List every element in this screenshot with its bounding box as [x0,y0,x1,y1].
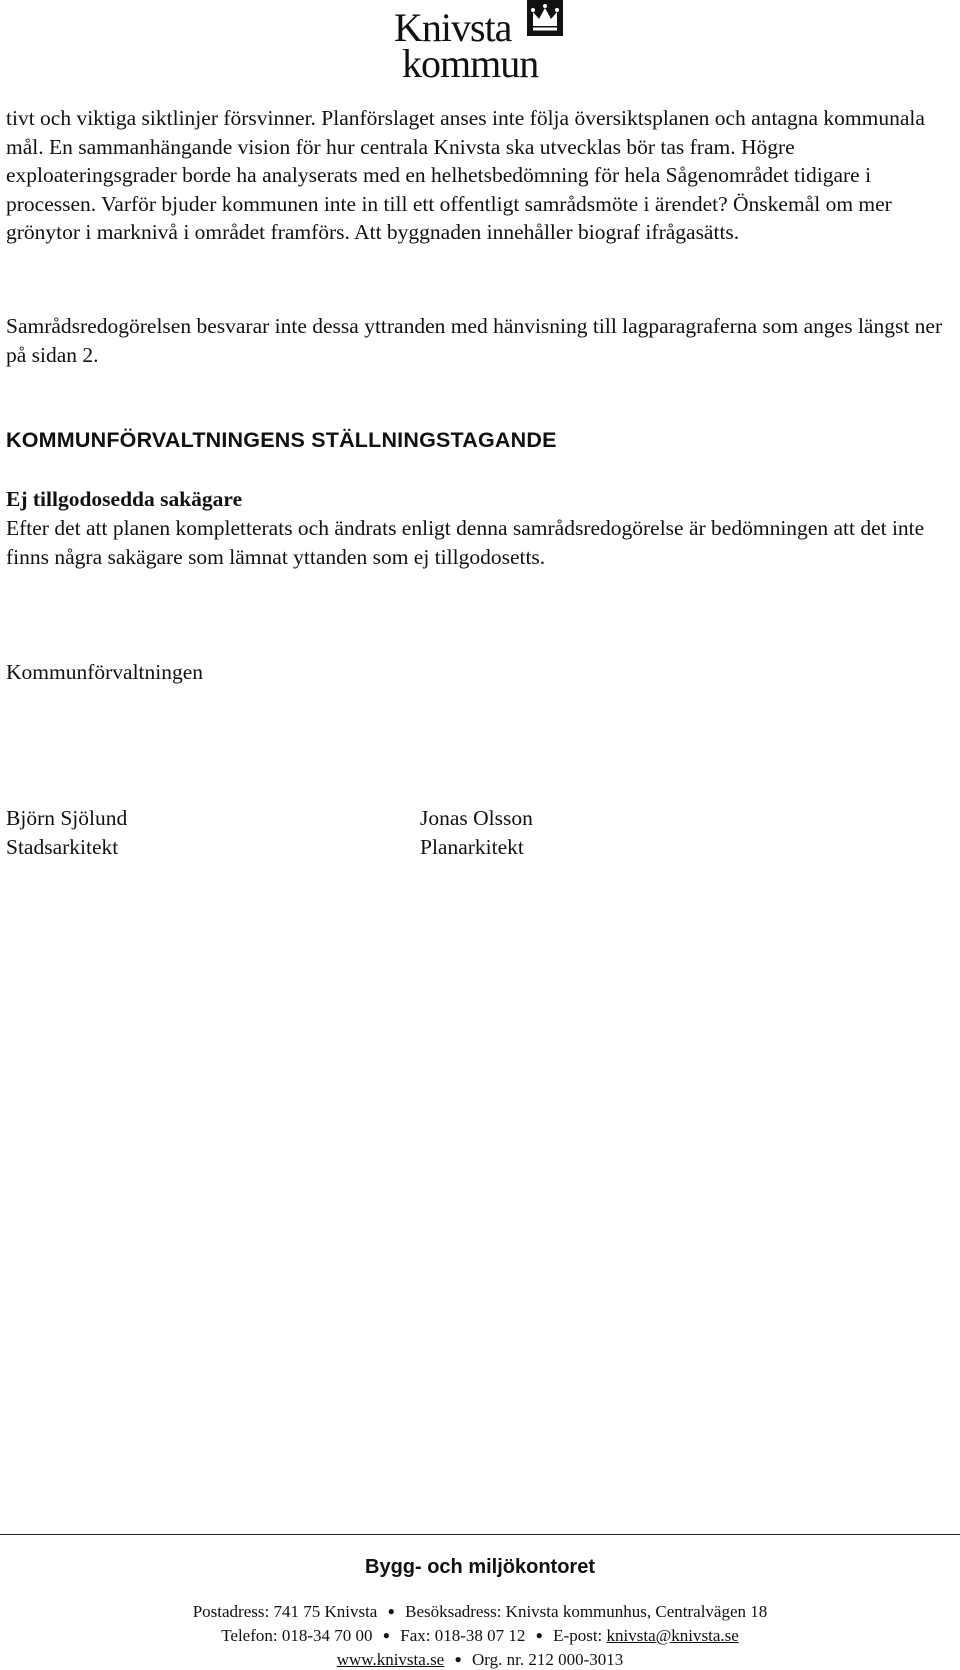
bullet-separator: ● [454,1652,462,1666]
bullet-separator: ● [535,1628,543,1642]
signatory-title: Planarkitekt [420,835,524,859]
paragraph-objections: tivt och viktiga siktlinjer försvinner. Planförslaget anses inte följa översiktsplanen och antagna kommunala mål. En sammanhängande vision för hur centrala Knivsta ska utvecklas bör tas fram. Högre exploateringsgrader borde ha analyserats med en helhetsbedömning för hela Sågenområdet tidigare i processen. Varför bjuder kommunen inte in till ett offentligt samrådsmöte i ärendet? Önskemål om mer grönytor i marknivå i området framförs. Att byggnaden innehåller biograf ifrågasätts. [6,106,925,244]
crown-icon [527,0,563,36]
bullet-separator: ● [387,1604,395,1618]
section-heading: KOMMUNFÖRVALTNINGENS STÄLLNINGSTAGANDE [6,428,557,452]
paragraph-response: Samrådsredogörelsen besvarar inte dessa yttranden med hänvisning till lagparagraferna som anges längst ner på sidan 2. [6,314,943,367]
signatory-name: Jonas Olsson [420,806,533,830]
signature-block-left [6,804,127,862]
phone-number: Telefon: 018-34 70 00 [221,1626,373,1645]
email-link[interactable]: knivsta@knivsta.se [606,1626,739,1645]
org-number: Org. nr. 212 000-3013 [471,1650,624,1669]
email-label: E-post: [553,1626,603,1645]
signatory-name: Björn Sjölund [6,806,128,830]
subsection-heading: Ej tillgodosedda sakägare [6,487,243,511]
signatory-title: Stadsarkitekt [6,835,119,859]
organization-name: Kommunförvaltningen [6,660,204,684]
fax-number: Fax: 018-38 07 12 [400,1626,526,1645]
paragraph-assessment: Efter det att planen kompletterats och ändrats enligt denna samrådsredogörelse är bedömningen att det inte finns några sakägare som lämnat yttanden som ej tillgodosetts. [6,516,925,569]
footer-department: Bygg- och miljökontoret [365,1556,595,1578]
knivsta-kommun-logo [392,0,572,86]
postal-address: Postadress: 741 75 Knivsta [192,1602,378,1621]
footer-contact-line [0,1626,960,1646]
website-link[interactable]: www.knivsta.se [336,1650,445,1669]
visiting-address: Besöksadress: Knivsta kommunhus, Centralvägen 18 [405,1602,768,1621]
logo-text-knivsta: Knivsta [394,5,512,50]
logo-text-kommun: kommun [402,41,539,86]
footer-web-line [0,1650,960,1670]
signature-block-right [420,804,533,862]
footer-address-line [0,1602,960,1622]
bullet-separator: ● [382,1628,391,1642]
footer-divider [0,1534,960,1535]
